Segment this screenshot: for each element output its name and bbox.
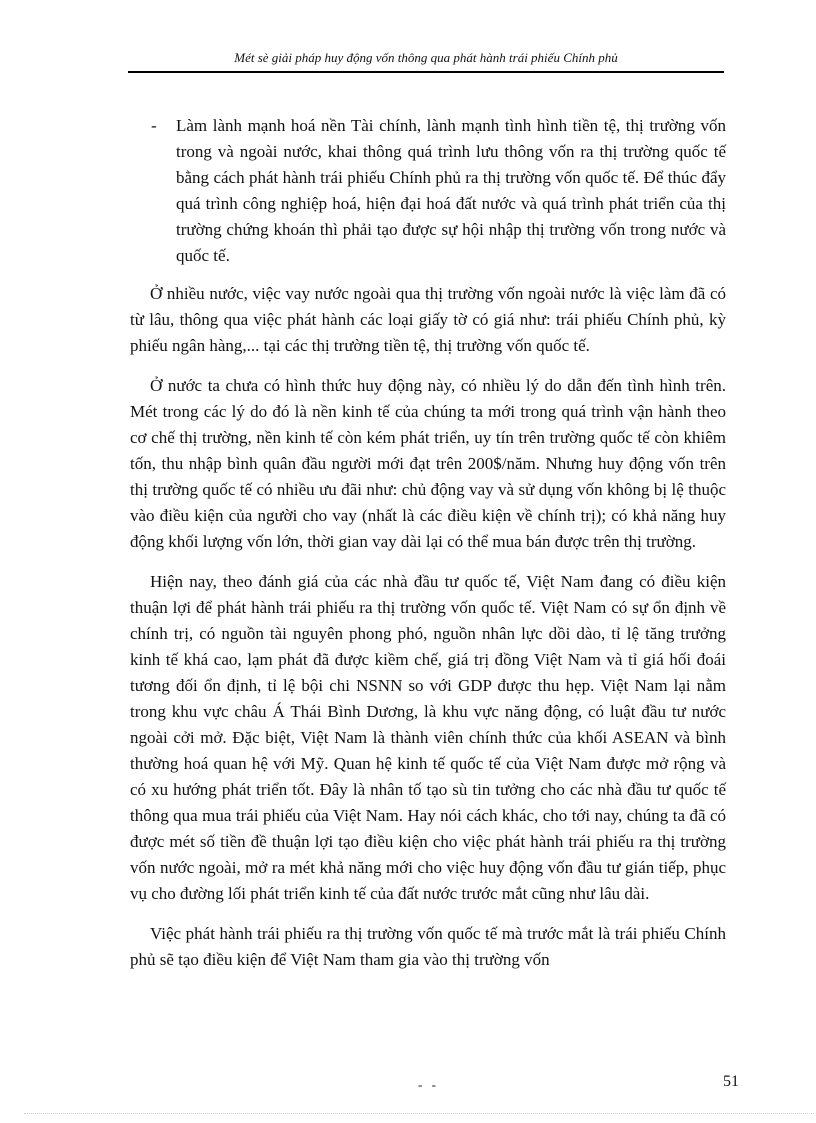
running-header: Mét sè giải pháp huy động vốn thông qua phát hành trái phiếu Chính phủ — [234, 50, 618, 65]
header-rule — [128, 71, 724, 73]
paragraph-2: Ở nước ta chưa có hình thức huy động này, có nhiều lý do dẫn đến tình hình trên. Mét trong các lý do đó là nền kinh tế của chúng ta mới trong quá trình vận hành theo cơ chế thị trường, nền kinh tế còn kém phát triển, uy tín trên trường quốc tế còn khiêm tốn, thu nhập bình quân đầu người mới đạt trên 200$/năm. Nhưng huy động vốn trên thị trường quốc tế có nhiều ưu đãi như: chủ động vay và sử dụng vốn không bị lệ thuộc vào điều kiện của người cho vay (nhất là các điều kiện về chính trị); có khả năng huy động khối lượng vốn lớn, thời gian vay dài lại có thể mua bán được trên thị trường. — [130, 376, 726, 551]
page-number: 51 — [723, 1073, 739, 1090]
paragraph-3: Hiện nay, theo đánh giá của các nhà đầu tư quốc tế, Việt Nam đang có điều kiện thuận lợi để phát hành trái phiếu ra thị trường vốn quốc tế. Việt Nam có sự ổn định về chính trị, có nguồn tài nguyên phong phó, nguồn nhân lực dồi dào, tỉ lệ tăng trưởng kinh tế khá cao, lạm phát đã được kiềm chế, giá trị đồng Việt Nam và tỉ giá hối đoái tương đối ổn định, tỉ lệ bội chi NSNN so với GDP được thu hẹp. Việt Nam lại nằm trong khu vực châu Á Thái Bình Dương, là khu vực năng động, có luật đầu tư nước ngoài cởi mở. Đặc biệt, Việt Nam là thành viên chính thức của khối ASEAN và bình thường hoá quan hệ với Mỹ. Quan hệ kinh tế quốc tế của Việt Nam được mở rộng và có xu hướng phát triển tốt. Đây là nhân tố tạo sù tin tưởng cho các nhà đầu tư quốc tế thông qua mua trái phiếu của Việt Nam. Hay nói cách khác, cho tới nay, chúng ta đã có được mét số tiền đề thuận lợi tạo điều kiện cho việc phát hành trái phiếu ra thị trường vốn nước ngoài, mở ra mét khả năng mới cho việc huy động vốn đầu tư gián tiếp, phục vụ cho đường lối phát triển kinh tế của đất nước trước mắt cũng như lâu dài. — [130, 572, 726, 903]
footer-dashes: - - — [418, 1077, 439, 1092]
page-body — [130, 113, 726, 987]
paragraph-4: Việc phát hành trái phiếu ra thị trường vốn quốc tế mà trước mắt là trái phiếu Chính phủ sẽ tạo điều kiện để Việt Nam tham gia vào thị trường vốn — [130, 924, 726, 969]
paragraph-1: Ở nhiều nước, việc vay nước ngoài qua thị trường vốn ngoài nước là việc làm đã có từ lâu, thông qua việc phát hành các loại giấy tờ có giá như: trái phiếu Chính phủ, kỳ phiếu ngân hàng,... tại các thị trường tiền tệ, thị trường vốn quốc tế. — [130, 284, 726, 355]
bottom-divider — [24, 1113, 814, 1114]
bullet-item — [130, 113, 726, 269]
bullet-dash: - — [151, 116, 157, 135]
bullet-text: Làm lành mạnh hoá nền Tài chính, lành mạnh tình hình tiền tệ, thị trường vốn trong và ngoài nước, khai thông quá trình lưu thông vốn ra thị trường quốc tế bằng cách phát hành trái phiếu Chính phủ ra thị trường vốn quốc tế. Để thúc đẩy quá trình công nghiệp hoá, hiện đại hoá đất nước và quá trình phát triển của thị trường chứng khoán thì phải tạo được sự hội nhập thị trường vốn trong nước và quốc tế. — [176, 116, 726, 265]
